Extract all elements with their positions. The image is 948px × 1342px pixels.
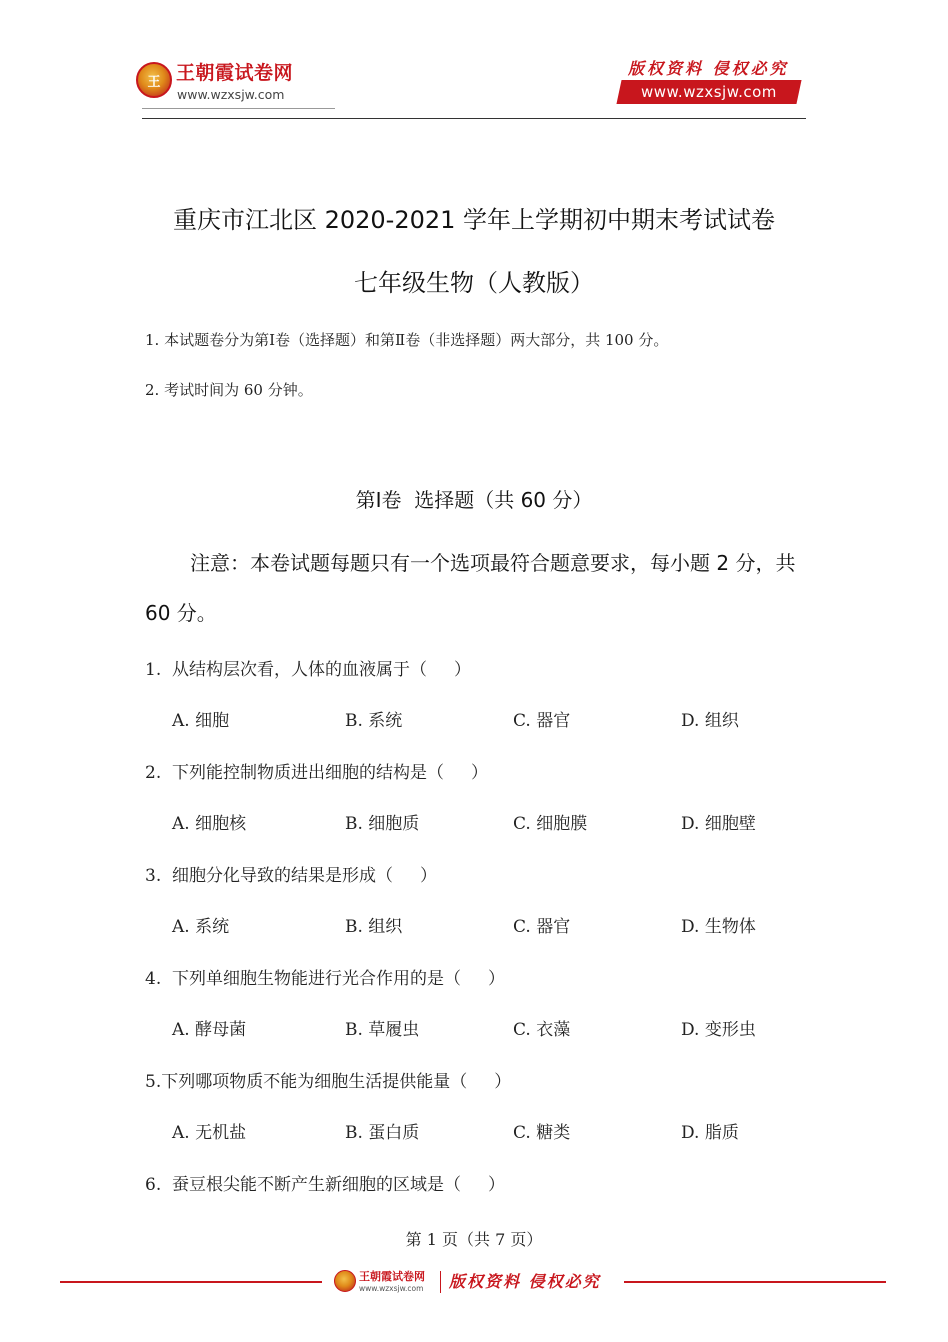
question-option: A. 酵母菌: [172, 1020, 247, 1040]
footer-rule: [60, 1281, 322, 1283]
footer-divider: [440, 1271, 441, 1293]
question-stem: 6. 蚕豆根尖能不断产生新细胞的区域是（ ）: [145, 1175, 506, 1195]
exam-subtitle: 七年级生物（人教版）: [354, 269, 594, 297]
page-number: 第 1 页（共 7 页）: [405, 1230, 543, 1249]
question-option: D. 变形虫: [681, 1020, 756, 1040]
question-option: C. 糖类: [513, 1123, 571, 1143]
question-option: C. 细胞膜: [513, 814, 588, 834]
question-option: D. 细胞壁: [681, 814, 756, 834]
question-option: C. 衣藻: [513, 1020, 571, 1040]
question-option: A. 细胞核: [172, 814, 247, 834]
question-stem: 5.下列哪项物质不能为细胞生活提供能量（ ）: [145, 1072, 512, 1092]
site-name: 王朝霞试卷网: [176, 62, 294, 84]
question-option: C. 器官: [513, 711, 571, 731]
footer-logo-icon: [334, 1270, 356, 1292]
question-option: D. 组织: [681, 711, 739, 731]
question-option: B. 组织: [345, 917, 403, 937]
site-url: www.wzxsjw.com: [177, 87, 285, 102]
question-stem: 4. 下列单细胞生物能进行光合作用的是（ ）: [145, 969, 506, 989]
question-option: A. 系统: [172, 917, 230, 937]
header-url-banner: [616, 80, 801, 104]
footer-site-name: 王朝霞试卷网: [359, 1270, 425, 1283]
note-item: 1. 本试题卷分为第Ⅰ卷（选择题）和第Ⅱ卷（非选择题）两大部分，共 100 分。: [145, 331, 669, 349]
question-option: D. 生物体: [681, 917, 756, 937]
question-option: C. 器官: [513, 917, 571, 937]
site-logo-icon: 王: [136, 62, 172, 98]
question-option: A. 无机盐: [172, 1123, 247, 1143]
question-option: B. 细胞质: [345, 814, 420, 834]
question-stem: 3. 细胞分化导致的结果是形成（ ）: [145, 866, 438, 886]
footer-slogan: 版权资料 侵权必究: [449, 1272, 601, 1291]
question-stem: 1. 从结构层次看，人体的血液属于（ ）: [145, 660, 472, 680]
section-heading: 第Ⅰ卷 选择题（共 60 分）: [355, 488, 593, 512]
exam-title: 重庆市江北区 2020-2021 学年上学期初中期末考试试卷: [172, 206, 776, 234]
question-option: A. 细胞: [172, 711, 230, 731]
question-option: D. 脂质: [681, 1123, 739, 1143]
section-instruction: 注意：本卷试题每题只有一个选项最符合题意要求，每小题 2 分，共 60 分。: [145, 551, 796, 625]
question-option: B. 草履虫: [345, 1020, 420, 1040]
copyright-slogan: 版权资料 侵权必究: [628, 59, 789, 78]
question-option: B. 系统: [345, 711, 403, 731]
footer-rule: [624, 1281, 886, 1283]
logo-underline: [142, 108, 335, 109]
question-stem: 2. 下列能控制物质进出细胞的结构是（ ）: [145, 763, 489, 783]
note-item: 2. 考试时间为 60 分钟。: [145, 381, 313, 399]
footer-site-url: www.wzxsjw.com: [359, 1284, 424, 1293]
header-divider: [142, 118, 806, 119]
header-url-text: www.wzxsjw.com: [641, 83, 777, 101]
question-option: B. 蛋白质: [345, 1123, 420, 1143]
